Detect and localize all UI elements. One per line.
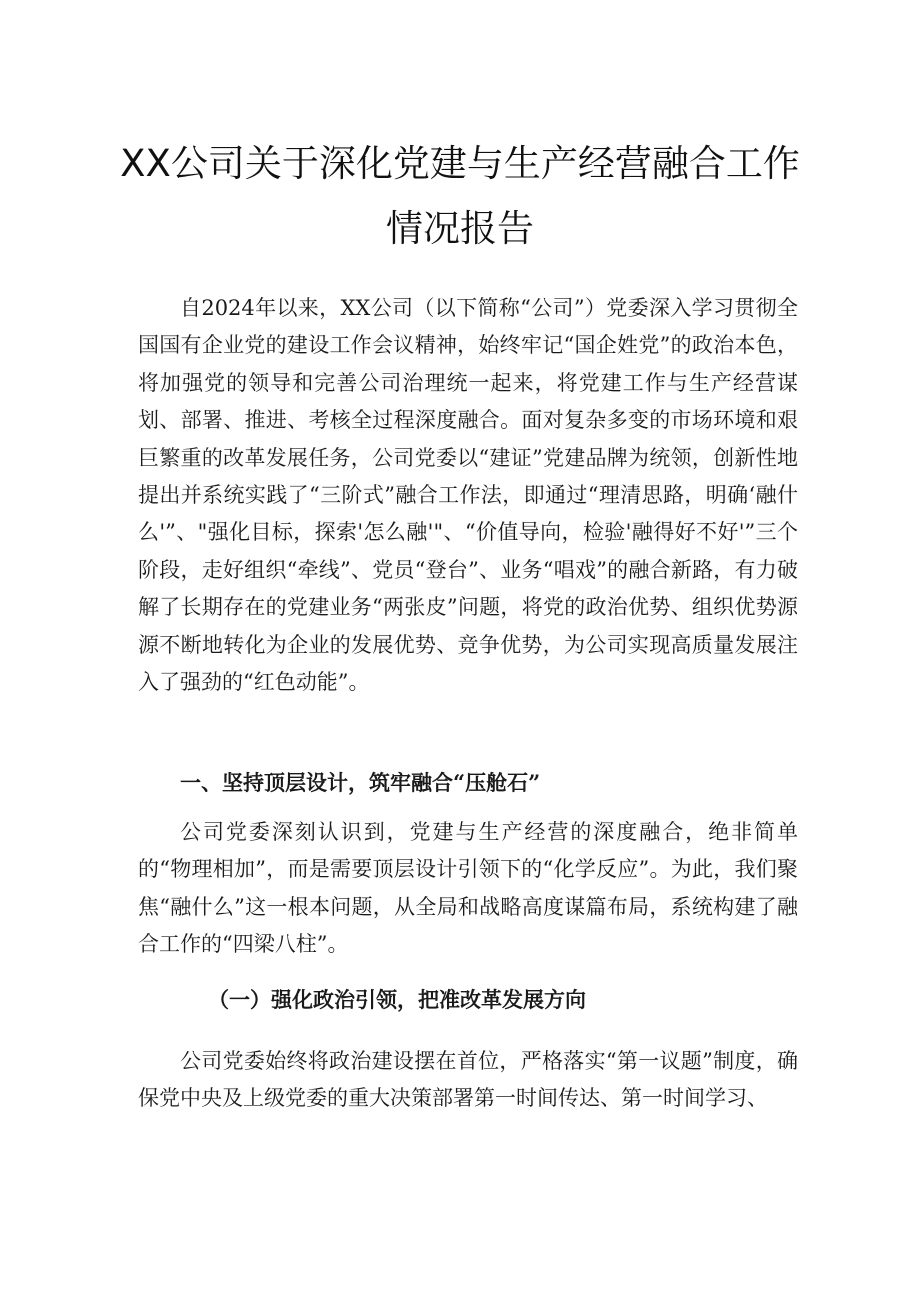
intro-paragraph: 自2024年以来，XX公司（以下简称“公司”）党委深入学习贯彻全国国有企业党的建设工作会议精神，始终牢记“国企姓党”的政治本色，将加强党的领导和完善公司治理统一起来，将党建工作与生产经营谋划、部署、推进、考核全过程深度融合。面对复杂多变的市场环境和艰巨繁重的改革发展任务，公司党委以“建证”党建品牌为统领，创新性地提出并系统实践了“三阶式”融合工作法，即通过“理清思路，明确‘融什么'”、"强化目标，探索'怎么融'"、“价值导向，检验'融得好不好'”三个阶段，走好组织“牵线”、党员“登台”、业务“唱戏”的融合新路，有力破解了长期存在的党建业务“两张皮”问题，将党的政治优势、组织优势源源不断地转化为企业的发展优势、竞争优势，为公司实现高质量发展注入了强劲的“红色动能”。 [138,296,798,695]
section-1-paragraph: 公司党委深刻认识到，党建与生产经营的深度融合，绝非简单的“物理相加”，而是需要顶层设计引领下的“化学反应”。为此，我们聚焦“融什么”这一根本问题，从全局和战略高度谋篇布局，系统构建了融合工作的“四梁八柱”。 [138,820,798,957]
subsection-1-heading: （一）强化政治引领，把准改革发展方向 [208,987,586,1012]
document-title-line-1: XX公司关于深化党建与生产经营融合工作 [120,142,800,185]
document-title-line-2: 情况报告 [386,207,534,250]
subsection-1-paragraph: 公司党委始终将政治建设摆在首位，严格落实“第一议题”制度，确保党中央及上级党委的重大决策部署第一时间传达、第一时间学习、 [138,1049,798,1111]
section-1-heading: 一、坚持顶层设计，筑牢融合“压舱石” [180,770,541,795]
